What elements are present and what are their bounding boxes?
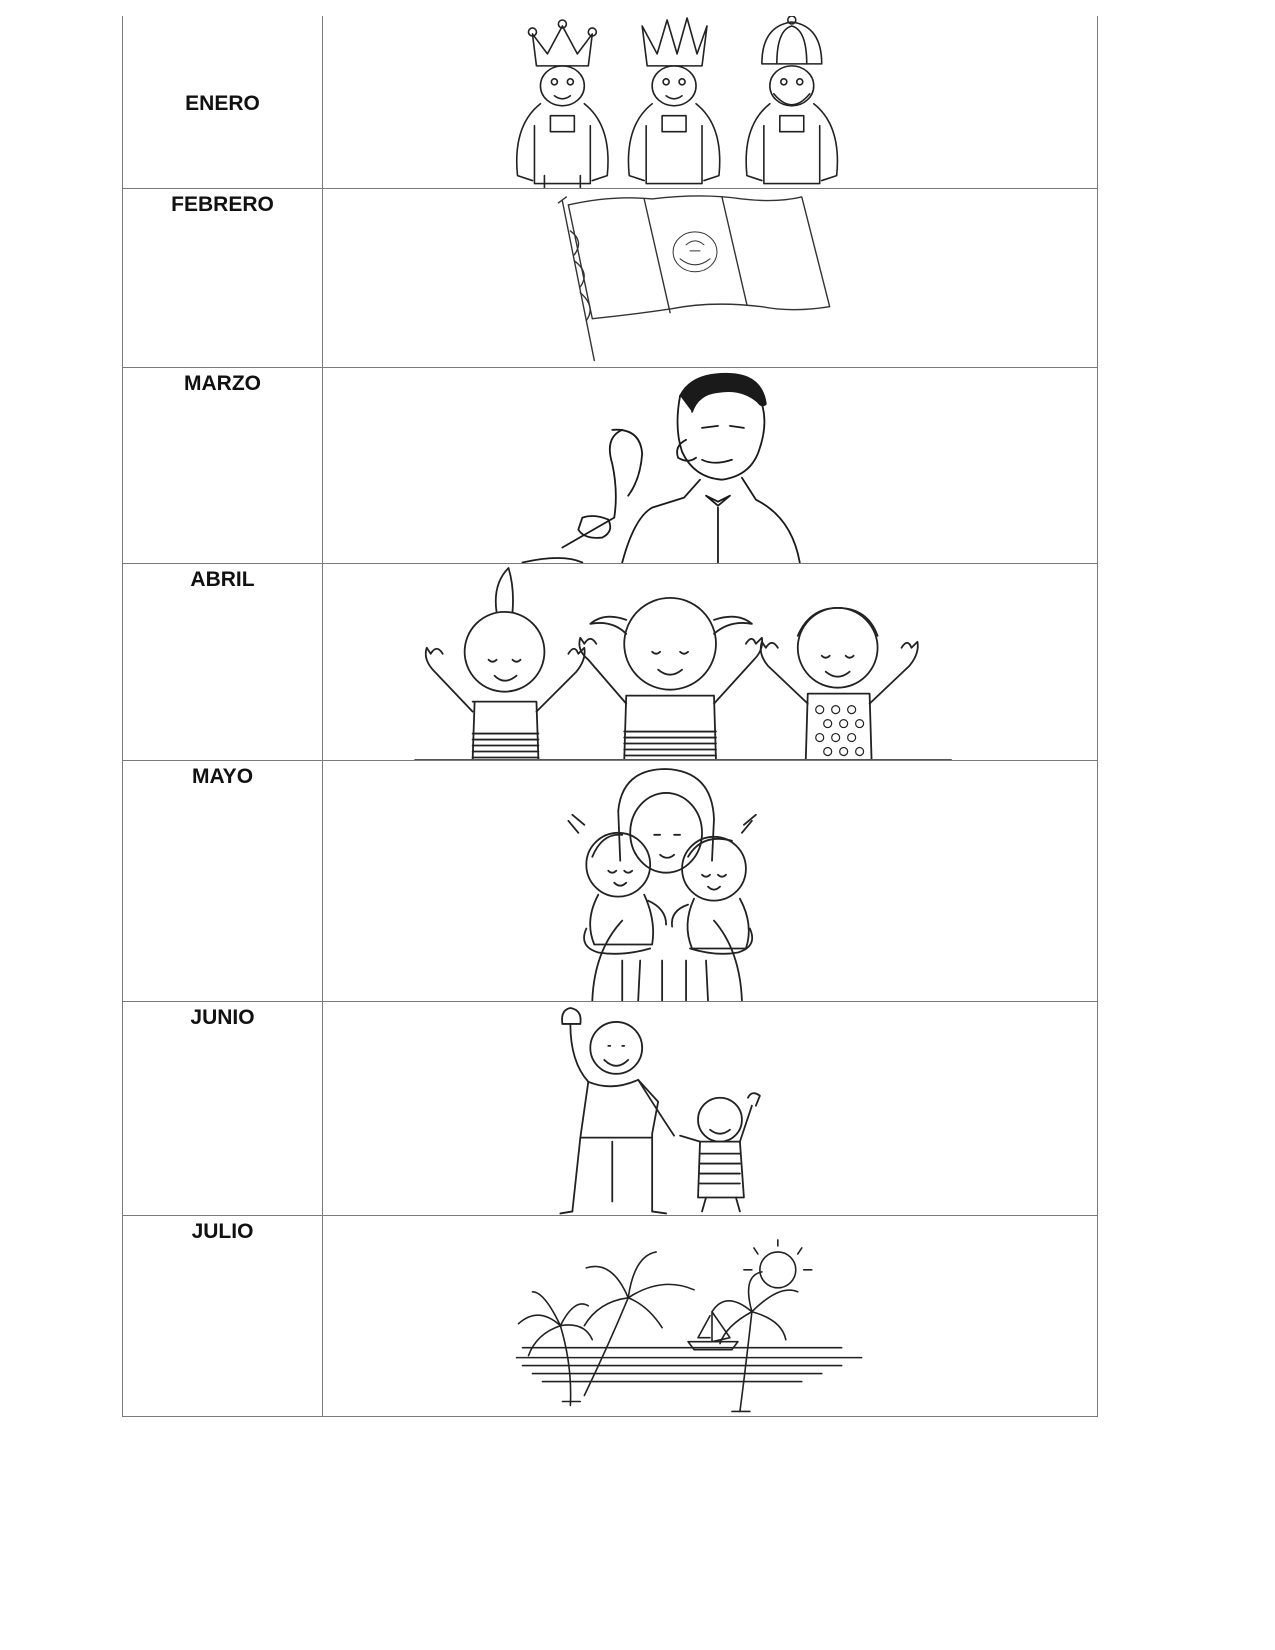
month-label: MARZO (123, 368, 323, 563)
table-row (123, 368, 1098, 563)
writer-with-quill-icon (323, 368, 1097, 562)
mexican-flag-icon (323, 189, 1097, 368)
month-label: FEBRERO (123, 188, 323, 368)
table-row (123, 188, 1098, 368)
illustration-cell (323, 761, 1098, 1002)
illustration-cell (323, 1215, 1098, 1416)
month-label: ENERO (123, 16, 323, 188)
table-row (123, 16, 1098, 188)
month-label: ABRIL (123, 563, 323, 760)
illustration-cell (323, 188, 1098, 368)
father-and-son-icon (323, 1002, 1097, 1214)
table-row (123, 1002, 1098, 1215)
illustration-cell (323, 16, 1098, 188)
month-label: JUNIO (123, 1002, 323, 1215)
illustration-cell (323, 368, 1098, 563)
month-label: JULIO (123, 1215, 323, 1416)
three-kings-icon (323, 16, 1097, 188)
month-label: MAYO (123, 761, 323, 1002)
beach-palm-trees-icon (323, 1216, 1097, 1416)
illustration-cell (323, 563, 1098, 760)
mother-with-children-icon (323, 761, 1097, 1001)
table-row (123, 1215, 1098, 1416)
table-row (123, 563, 1098, 760)
illustration-cell (323, 1002, 1098, 1215)
table-row (123, 761, 1098, 1002)
months-table (122, 16, 1098, 1417)
happy-children-icon (323, 564, 1097, 760)
